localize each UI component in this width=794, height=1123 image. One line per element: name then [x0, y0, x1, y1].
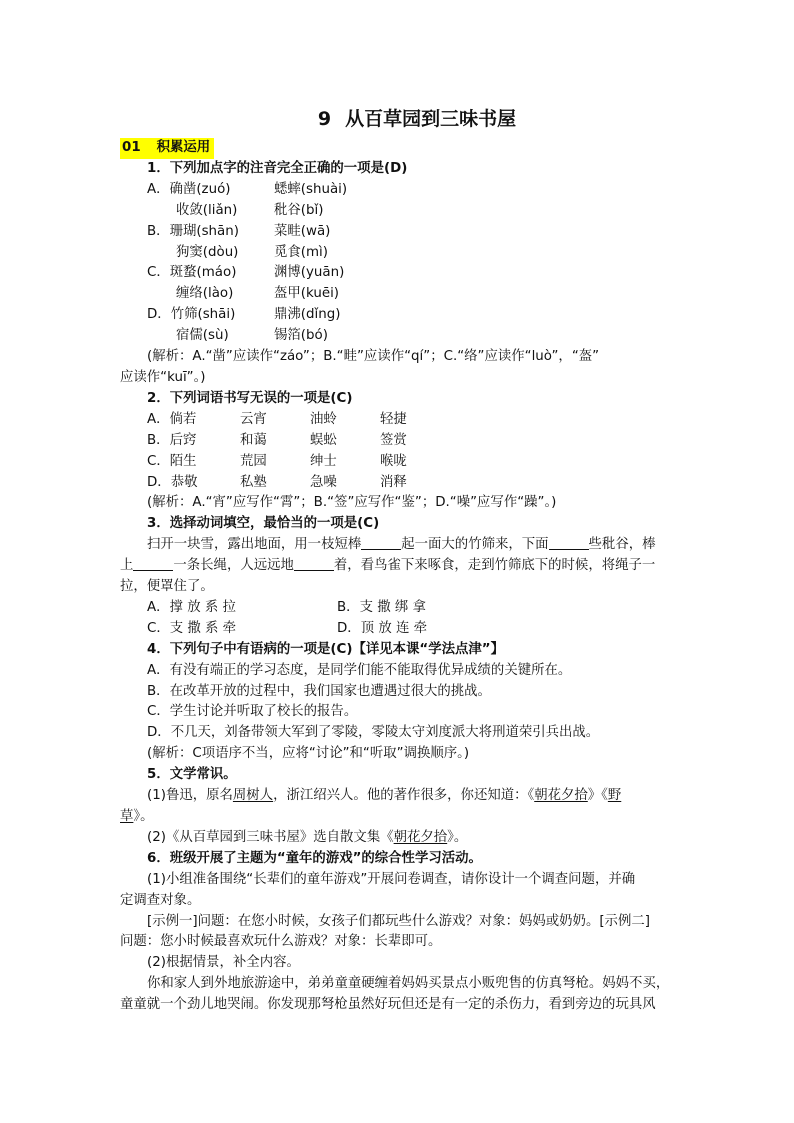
q6-part1-line1: (1)小组准备围绕“长辈们的童年游戏”开展问卷调查，请你设计一个调查问题，并确: [147, 871, 636, 887]
q1-c-word3: 缠络(lào): [176, 286, 234, 302]
q1-stem: 1．下列加点字的注音完全正确的一项是(D): [147, 160, 408, 176]
q5-answer: 朝花夕拾: [393, 829, 448, 845]
q4-option-d: D．不几天，刘备带领大军到了零陵，零陵太守刘度派大将刑道荣引兵出战。: [147, 725, 600, 741]
q2-c-2: 荒园: [240, 453, 267, 469]
q2-a-2: 云宵: [240, 411, 267, 427]
fill-blank: [549, 535, 589, 550]
q1-b-word1: B．珊瑚(shān): [147, 223, 239, 239]
q5-answer: 野: [607, 788, 622, 804]
q3-option-c: C．支 撒 系 牵: [147, 620, 237, 636]
q3-options-row2: [120, 619, 676, 640]
exercise-content: [120, 138, 676, 1016]
q1-option-b: [120, 222, 676, 243]
q3-stem: 3．选择动词填空，最恰当的一项是(C): [147, 516, 380, 532]
q3-text: 起一面大的竹筛来，下面: [401, 537, 549, 553]
q3-passage-line3: 拉，便罩住了。: [120, 579, 214, 595]
q1-d-word2: 鼎沸(dǐng): [274, 307, 341, 323]
section-number: 01: [122, 140, 141, 155]
q4-note: (解析：C项语序不当，应将“讨论”和“听取”调换顺序。): [147, 746, 470, 762]
q2-option-row: [120, 473, 676, 494]
q2-option-row: [120, 431, 676, 452]
q1-a-word1: A．确凿(zuó): [147, 181, 231, 197]
q2-b-4: 签赏: [380, 432, 407, 448]
fill-blank: [294, 556, 334, 571]
q1-option-d: [120, 305, 676, 326]
q6-part2: (2)根据情景，补全内容。: [147, 955, 300, 971]
q5-answer: 周树人: [232, 788, 274, 804]
q1-option-c: [120, 263, 676, 284]
q2-c-4: 喉咙: [380, 453, 407, 469]
q1-note-line2: 应读作“kuī”。): [120, 369, 206, 385]
q3-option-b: B．支 撒 绑 拿: [337, 599, 426, 615]
q1-option-a-cont: [120, 201, 676, 222]
q5-line3: [120, 828, 676, 849]
q2-option-row: [120, 410, 676, 431]
q3-passage-line1: [120, 535, 676, 556]
q1-c-word4: 盔甲(kuēi): [274, 286, 340, 302]
fill-blank: [133, 556, 173, 571]
q3-text: 一条长绳，人远远地: [173, 558, 294, 574]
lesson-number: 9: [317, 108, 332, 130]
lesson-title-text: 从百草园到三味书屋: [345, 108, 517, 130]
q1-option-c-cont: [120, 284, 676, 305]
q6-example-line2: 问题：您小时候最喜欢玩什么游戏？对象：长辈即可。: [120, 934, 442, 950]
q3-text: 着，看鸟雀下来啄食，走到竹筛底下的时候，将绳子一: [333, 558, 656, 574]
q1-a-word4: 秕谷(bǐ): [274, 202, 324, 218]
q1-a-word3: 收敛(liǎn): [176, 202, 238, 218]
q4-option-a: A．有没有端正的学习态度，是同学们能不能取得优异成绩的关键所在。: [147, 662, 572, 678]
q3-option-d: D．顶 放 连 牵: [337, 620, 428, 636]
q2-c-1: C．陌生: [147, 453, 197, 469]
q1-a-word2: 蟋蟀(shuài): [274, 181, 348, 197]
q1-b-word4: 觅食(mì): [274, 244, 328, 260]
q5-text: ，浙江绍兴人。他的著作很多，你还知道：《: [273, 788, 535, 804]
q5-line2: [120, 807, 676, 828]
q5-text: 》。: [133, 809, 154, 824]
q6-stem: 6．班级开展了主题为“童年的游戏”的综合性学习活动。: [147, 850, 482, 866]
q2-b-1: B．后窍: [147, 432, 197, 448]
section-header: [120, 138, 676, 159]
q2-note: (解析：A.“宵”应写作“霄”；B.“签”应写作“鉴”；D.“噪”应写作“躁”。): [147, 495, 557, 511]
q4-option-b: B．在改革开放的过程中，我们国家也遭遇过很大的挑战。: [147, 683, 491, 699]
fill-blank: [361, 535, 401, 550]
q5-text: (1)鲁迅，原名: [147, 788, 233, 804]
q3-options-row1: [120, 598, 676, 619]
q5-answer: 草: [120, 809, 134, 824]
q3-passage-line2: [120, 556, 676, 577]
q5-text: 》。: [447, 829, 468, 845]
q1-d-word1: D．竹筛(shāi): [147, 307, 236, 323]
q1-d-word3: 宿儒(sù): [176, 328, 229, 344]
q3-option-a: A．撑 放 系 拉: [147, 599, 236, 615]
q4-stem: 4．下列句子中有语病的一项是(C)【详见本课“学法点津”】: [147, 641, 504, 657]
q3-text: 上: [120, 558, 134, 574]
q6-part1-line2: 定调查对象。: [120, 892, 201, 908]
q1-d-word4: 锡箔(bó): [274, 328, 328, 344]
q1-option-a: [120, 180, 676, 201]
q1-note-line1: (解析：A.“凿”应读作“záo”；B.“畦”应读作“qí”；C.“络”应读作“luò”，“盔”: [147, 349, 600, 365]
q2-option-row: [120, 452, 676, 473]
q4-option-c: C．学生讨论并听取了校长的报告。: [147, 704, 358, 720]
q5-text: 》《: [587, 788, 608, 804]
q2-d-3: 急噪: [310, 474, 337, 490]
q3-text: 些秕谷，棒: [588, 537, 656, 553]
q2-stem: 2．下列词语书写无误的一项是(C): [147, 390, 353, 406]
q2-c-3: 绅士: [310, 453, 337, 469]
q1-c-word2: 渊博(yuān): [274, 265, 345, 281]
q2-a-1: A．倘若: [147, 411, 197, 427]
q5-line1: [120, 786, 676, 807]
q2-b-2: 和蔼: [240, 432, 267, 448]
q2-a-4: 轻捷: [380, 411, 407, 427]
q2-d-2: 私塾: [240, 474, 267, 490]
q1-option-b-cont: [120, 243, 676, 264]
q5-stem: 5．文学常识。: [147, 767, 237, 783]
q2-d-1: D．恭敬: [147, 474, 198, 490]
q5-text: (2)《从百草园到三味书屋》选自散文集《: [147, 829, 394, 845]
q3-text: 扫开一块雪，露出地面，用一枝短棒: [147, 537, 362, 553]
q2-b-3: 蜈蚣: [310, 432, 337, 448]
q6-scenario-line1: 你和家人到外地旅游途中，弟弟童童硬缠着妈妈买景点小贩兜售的仿真弩枪。妈妈不买，: [147, 976, 670, 992]
q6-scenario-line2: 童童就一个劲儿地哭闹。你发现那弩枪虽然好玩但还是有一定的杀伤力，看到旁边的玩具风: [120, 997, 656, 1013]
q2-a-3: 油蛉: [310, 411, 337, 427]
section-badge: [120, 138, 214, 159]
q1-c-word1: C．斑蝥(máo): [147, 265, 237, 281]
section-title: 积累运用: [156, 140, 211, 155]
lesson-title: [0, 104, 794, 131]
q6-example-line1: [示例一]问题：在您小时候，女孩子们都玩些什么游戏？对象：妈妈或奶奶。[示例二]: [147, 913, 650, 929]
q1-b-word2: 菜畦(wā): [274, 223, 331, 239]
q5-answer: 朝花夕拾: [534, 788, 588, 804]
q1-b-word3: 狗窦(dòu): [176, 244, 239, 260]
q1-option-d-cont: [120, 326, 676, 347]
q2-d-4: 消释: [380, 474, 407, 490]
